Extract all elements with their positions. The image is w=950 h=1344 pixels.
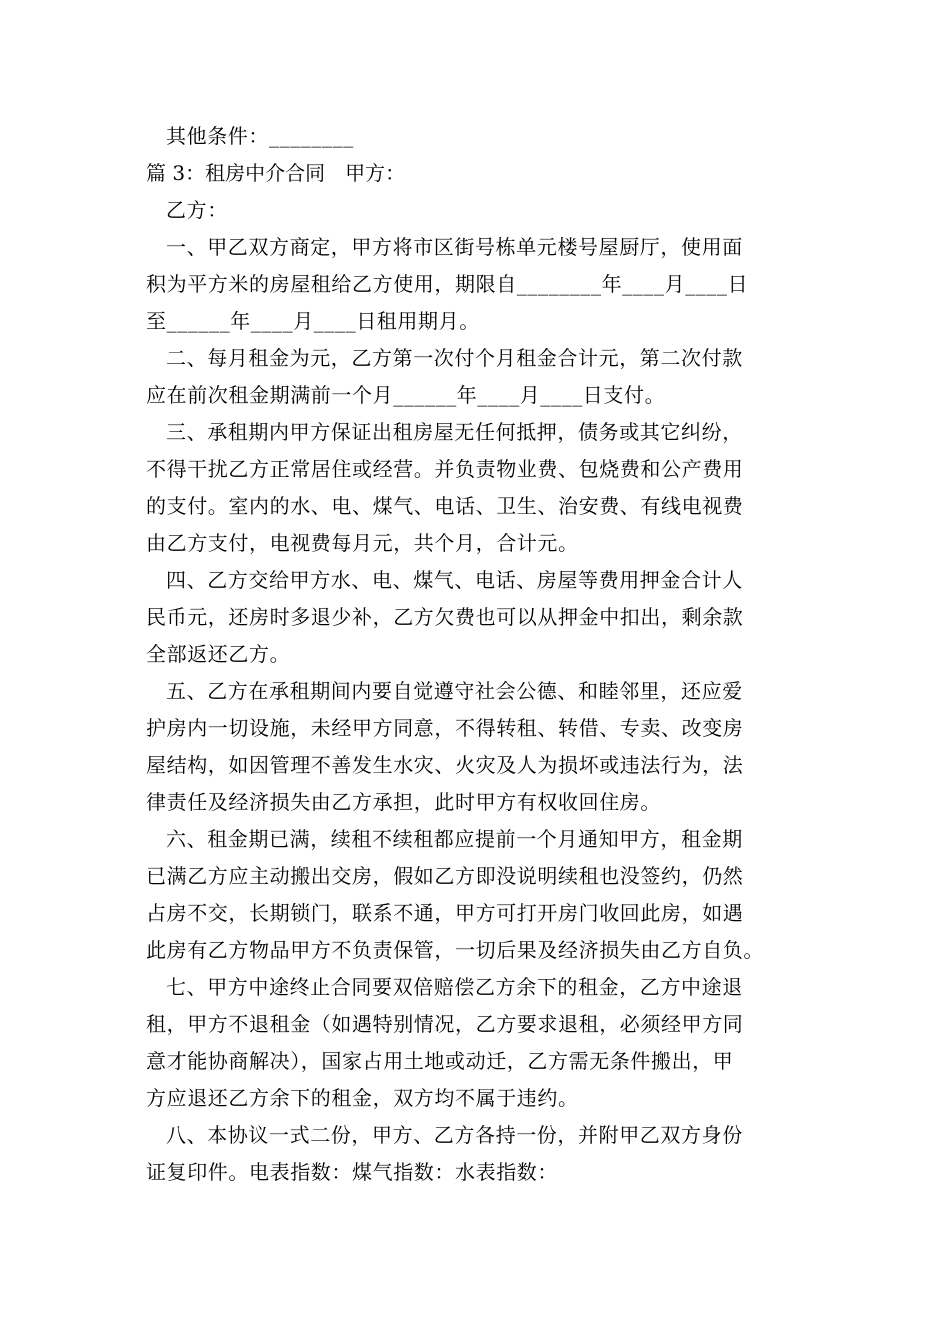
clause-4-line-2: 民币元，还房时多退少补，乙方欠费也可以从押金中扣出，剩余款 (146, 605, 744, 629)
clause-3-line-1: 三、承租期内甲方保证出租房屋无任何抵押，债务或其它纠纷， (166, 420, 743, 444)
clause-5-line-2: 护房内一切设施，未经甲方同意，不得转租、转借、专卖、改变房 (146, 716, 744, 740)
clause-7-line-2: 租，甲方不退租金（如遇特别情况，乙方要求退租，必须经甲方同 (146, 1012, 744, 1036)
party-b-line: 乙方： (166, 198, 228, 222)
clause-6-line-1: 六、租金期已满，续租不续租都应提前一个月通知甲方，租金期 (166, 827, 743, 851)
clause-5-line-1: 五、乙方在承租期间内要自觉遵守社会公德、和睦邻里，还应爱 (166, 679, 743, 703)
clause-6-line-3: 占房不交，长期锁门，联系不通，甲方可打开房门收回此房，如遇 (146, 901, 744, 925)
clause-2-line-1: 二、每月租金为元，乙方第一次付个月租金合计元，第二次付款 (166, 346, 743, 370)
clause-7-line-3: 意才能协商解决），国家占用土地或动迁，乙方需无条件搬出，甲 (146, 1049, 734, 1073)
clause-5-line-4: 律责任及经济损失由乙方承担，此时甲方有权收回住房。 (146, 790, 661, 814)
clause-2-line-2: 应在前次租金期满前一个月______年____月____日支付。 (146, 383, 666, 407)
clause-4-line-1: 四、乙方交给甲方水、电、煤气、电话、房屋等费用押金合计人 (166, 568, 743, 592)
clause-6-line-4: 此房有乙方物品甲方不负责保管，一切后果及经济损失由乙方自负。 (146, 938, 764, 962)
clause-3-line-4: 由乙方支付，电视费每月元，共个月，合计元。 (146, 531, 579, 555)
clause-1-line-2: 积为平方米的房屋租给乙方使用，期限自________年____月____日 (146, 272, 749, 296)
clause-3-line-2: 不得干扰乙方正常居住或经营。并负责物业费、包烧费和公产费用 (146, 457, 744, 481)
clause-7-line-4: 方应退还乙方余下的租金，双方均不属于违约。 (146, 1086, 579, 1110)
clause-7-line-1: 七、甲方中途终止合同要双倍赔偿乙方余下的租金，乙方中途退 (166, 975, 743, 999)
clause-1-line-1: 一、甲乙双方商定，甲方将市区街号栋单元楼号屋厨厅，使用面 (166, 235, 743, 259)
other-conditions-line: 其他条件：________ (166, 124, 354, 148)
document-body (146, 118, 816, 1191)
clause-6-line-2: 已满乙方应主动搬出交房，假如乙方即没说明续租也没签约，仍然 (146, 864, 744, 888)
clause-1-line-3: 至______年____月____日租用期月。 (146, 309, 480, 333)
clause-8-line-1: 八、本协议一式二份，甲方、乙方各持一份，并附甲乙双方身份 (166, 1123, 743, 1147)
clause-8-line-2: 证复印件。电表指数：煤气指数：水表指数： (146, 1160, 558, 1184)
clause-5-line-3: 屋结构，如因管理不善发生水灾、火灾及人为损坏或违法行为，法 (146, 753, 744, 777)
section-heading: 篇 3：租房中介合同 甲方： (146, 161, 406, 185)
clause-3-line-3: 的支付。室内的水、电、煤气、电话、卫生、治安费、有线电视费 (146, 494, 744, 518)
clause-4-line-3: 全部返还乙方。 (146, 642, 291, 666)
